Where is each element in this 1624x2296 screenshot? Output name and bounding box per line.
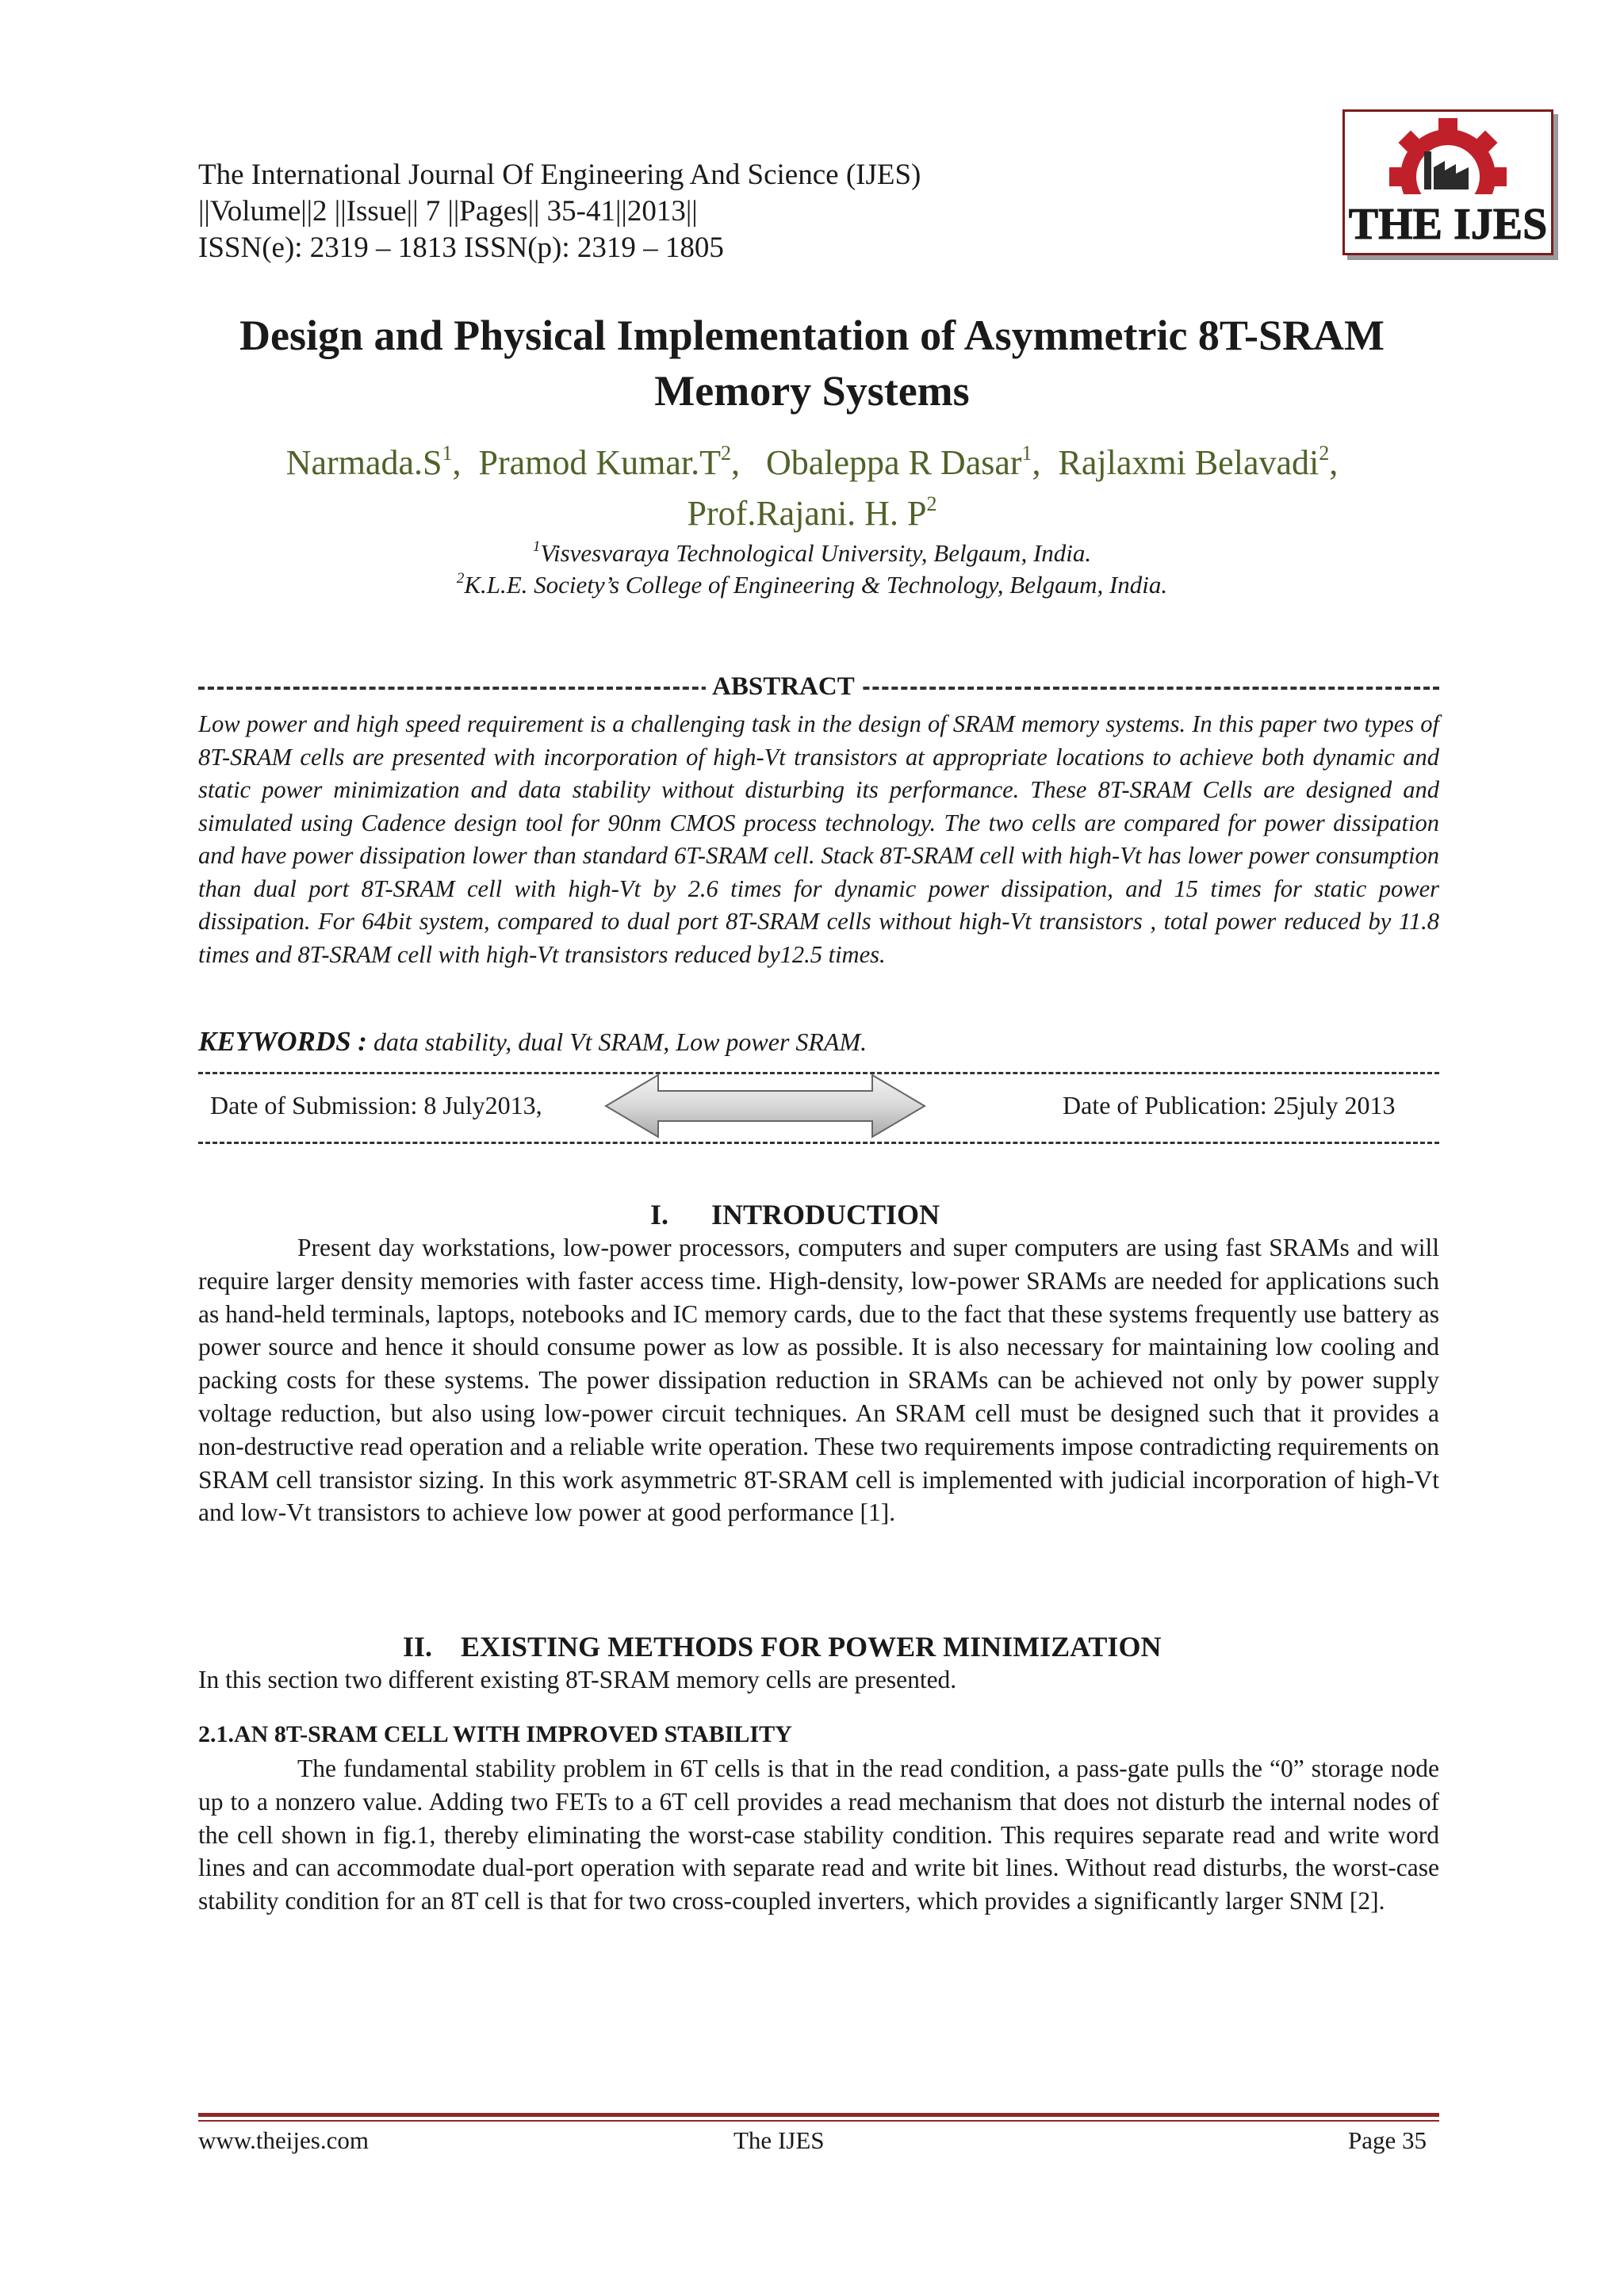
author-name: Prof.Rajani. H. P — [687, 494, 927, 533]
author-name: Pramod Kumar.T — [478, 443, 721, 482]
footer-website: www.theijes.com — [198, 2126, 369, 2154]
author-sup: 2 — [720, 442, 731, 465]
svg-text:THE IJES: THE IJES — [1348, 200, 1548, 249]
author-list: $Narmada.S^1$, Pramod $Kumar.T^2$, Obaleppa R Dasar$^1$, Rajlaxmi Belavadi$^2$, Prof.Rajani. H. $P^2$ — [285, 442, 1339, 533]
publication-date: Date of Publication: 25july 2013 — [1063, 1091, 1396, 1119]
issn-line: ISSN(e): 2319 – 1813 ISSN(p): 2319 – 1805 — [198, 232, 724, 264]
footer-journal: The IJES — [733, 2126, 825, 2154]
author-sup: 2 — [926, 492, 937, 515]
title-line-1: Design and Physical Implementation of Asymmetric 8T-SRAM — [239, 312, 1385, 359]
subsection-text: The fundamental stability problem in 6T cells is that in the read condition, a pass-gate pulls the “0” storage node up to a nonzero value. Adding two FETs to a 6T cell provides a read mechanism that does not disturb the internal nodes of the cell shown in fig.1, thereby eliminating the worst-case stability condition. This requires separate read and write word lines and can accommodate dual-port operation with separate read and write bit lines. Without read disturbs, the worst-case stability condition for an 8T cell is that for two cross-coupled inverters, which provides a significantly larger SNM [2]. — [198, 1755, 1439, 1915]
author-name: Rajlaxmi Belavadi — [1058, 443, 1320, 482]
affiliation-1: $^1$Visvesvaraya Technological University, Belgaum, India. — [532, 538, 1092, 567]
author-sup: 1 — [1021, 442, 1032, 465]
footer-page-number: Page 35 — [1348, 2126, 1427, 2154]
introduction-text: Present day workstations, low-power processors, computers and super computers are using fast SRAMs and will require larger density memories with faster access time. High-density, low-power SRAMs are needed for applications such as hand-held terminals, laptops, notebooks and IC memory cards, due to the fact that these systems frequently use battery as power source and hence it should consume power as low as possible. It is also necessary for maintaining low cooling and packing costs for these systems. The power dissipation reduction in SRAMs can be achieved not only by power supply voltage reduction, but also using low-power circuit techniques. An SRAM cell must be designed such that it provides a non-destructive read operation and a reliable write operation. These two requirements impose contradicting requirements on SRAM cell transistor sizing. In this work asymmetric 8T-SRAM cell is implemented with judicial incorporation of high-Vt and low-Vt transistors to achieve low power at good performance [1]. — [198, 1234, 1439, 1527]
keywords — [198, 1025, 867, 1058]
volume-line: ||Volume||2 ||Issue|| 7 ||Pages|| 35-41||2013|| — [198, 195, 698, 228]
double-arrow-icon — [603, 1070, 928, 1142]
journal-name: The International Journal Of Engineering And Science (IJES) — [198, 159, 921, 191]
gear-factory-icon — [1345, 112, 1551, 253]
author-name: Obaleppa R Dasar — [765, 443, 1022, 482]
paper-title — [119, 308, 1505, 419]
date-divider-bottom — [198, 1142, 1439, 1144]
keywords-label: KEYWORDS : — [198, 1026, 367, 1057]
abstract-heading: ABSTRACT — [706, 671, 861, 702]
introduction-heading: I. INTRODUCTION — [650, 1199, 940, 1230]
submission-date: Date of Submission: 8 July2013, — [210, 1091, 542, 1119]
keywords-text: data stability, dual Vt SRAM, Low power SRAM. — [373, 1027, 868, 1056]
author-sup: 2 — [1319, 442, 1330, 465]
existing-methods-text: In this section two different existing 8T-SRAM memory cells are presented. — [198, 1666, 957, 1693]
journal-logo — [1342, 109, 1553, 255]
author-name: Narmada.S — [285, 443, 442, 482]
author-sup: 1 — [442, 442, 453, 465]
title-line-2: Memory Systems — [654, 367, 970, 415]
abstract-text: Low power and high speed requirement is a challenging task in the design of SRAM memory systems. In this paper two types of 8T-SRAM cells are presented with incorporation of high-Vt transistors at appropriate locations to achieve both dynamic and static power minimization and data stability without disturbing its performance. These 8T-SRAM Cells are designed and simulated using Cadence design tool for 90nm CMOS process technology. The two cells are compared for power dissipation and have power dissipation lower than standard 6T-SRAM cell. Stack 8T-SRAM cell with high-Vt has lower power consumption than dual port 8T-SRAM cell with high-Vt by 2.6 times for dynamic power dissipation, and 15 times for static power dissipation. For 64bit system, compared to dual port 8T-SRAM cells without high-Vt transistors , total power reduced by 11.8 times and 8T-SRAM cell with high-Vt transistors reduced by12.5 times. — [198, 710, 1439, 968]
affiliation-2: $^2$K.L.E. Society’s College of Engineering & Technology, Belgaum, India. — [456, 570, 1168, 599]
existing-methods-heading: II. EXISTING METHODS FOR POWER MINIMIZATION — [403, 1631, 1162, 1663]
footer-rule — [198, 2113, 1439, 2122]
subsection-heading: 2.1.AN 8T-SRAM CELL WITH IMPROVED STABILITY — [198, 1721, 792, 1747]
